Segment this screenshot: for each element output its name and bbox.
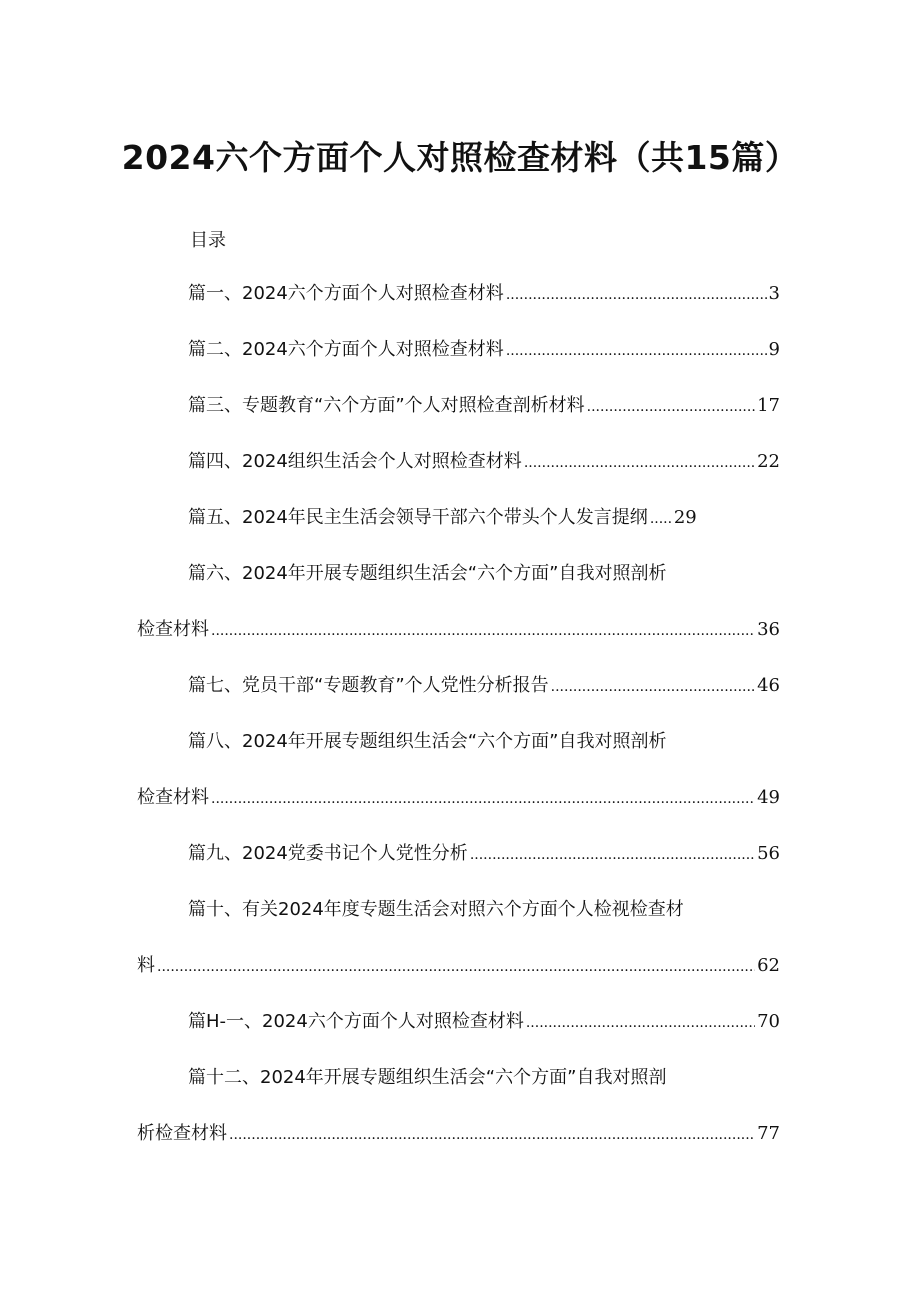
toc-page-number: 3: [768, 283, 780, 304]
toc-leader-dots: [470, 839, 755, 870]
toc-entry-9[interactable]: [188, 839, 780, 869]
toc-entry-title: 篇四、2024组织生活会个人对照检查材料: [188, 451, 522, 472]
toc-entry-title-continued: 析检查材料: [137, 1123, 227, 1144]
toc-entry-title-continued: 检查材料: [137, 787, 209, 808]
toc-page-number: 46: [757, 675, 780, 696]
toc-leader-dots: [506, 279, 767, 310]
toc-leader-dots: [650, 503, 672, 534]
toc-entry-8-line-1[interactable]: [188, 727, 780, 757]
toc-leader-dots: [587, 391, 755, 422]
toc-entry-title-continued: 检查材料: [137, 619, 209, 640]
toc-entry-6-line-2[interactable]: [137, 615, 780, 645]
toc-entry-title: 篇八、2024年开展专题组织生活会“六个方面”自我对照剖析: [188, 731, 667, 752]
toc-entry-1[interactable]: [188, 279, 780, 309]
toc-entry-8-line-2[interactable]: [137, 783, 780, 813]
toc-entry-5[interactable]: [188, 503, 780, 533]
toc-entry-title: 篇十二、2024年开展专题组织生活会“六个方面”自我对照剖: [188, 1067, 667, 1088]
toc-entry-title: 篇二、2024六个方面个人对照检查材料: [188, 339, 504, 360]
toc-leader-dots: [157, 951, 755, 982]
toc-entry-3[interactable]: [188, 391, 780, 421]
toc-entry-title: 篇五、2024年民主生活会领导干部六个带头个人发言提纲: [188, 507, 648, 528]
toc-heading: 目录: [190, 230, 226, 251]
toc-leader-dots: [524, 447, 755, 478]
toc-entry-7[interactable]: [188, 671, 780, 701]
toc-page-number: 22: [757, 451, 780, 472]
toc-entry-title: 篇七、党员干部“专题教育”个人党性分析报告: [188, 675, 549, 696]
toc-page-number: 49: [757, 787, 780, 808]
toc-entry-title: 篇H-一、2024六个方面个人对照检查材料: [188, 1011, 524, 1032]
toc-entry-title: 篇九、2024党委书记个人党性分析: [188, 843, 468, 864]
toc-entry-2[interactable]: [188, 335, 780, 365]
toc-leader-dots: [211, 615, 755, 646]
toc-entry-12-line-2[interactable]: [137, 1119, 780, 1149]
toc-leader-dots: [551, 671, 755, 702]
toc-page-number: 36: [757, 619, 780, 640]
toc-page-number: 29: [673, 507, 697, 528]
toc-page-number: 62: [757, 955, 780, 976]
page-title: 2024六个方面个人对照检查材料（共15篇）: [121, 138, 799, 177]
toc-entry-11[interactable]: [188, 1007, 780, 1037]
toc-page-number: 77: [757, 1123, 780, 1144]
toc-entry-10-line-2[interactable]: [137, 951, 780, 981]
toc-entry-title-continued: 料: [137, 955, 155, 976]
toc-entry-4[interactable]: [188, 447, 780, 477]
toc-leader-dots: [506, 335, 767, 366]
toc-page-number: 56: [757, 843, 780, 864]
toc-page-number: 70: [757, 1011, 780, 1032]
toc-leader-dots: [229, 1119, 755, 1150]
toc-leader-dots: [526, 1007, 755, 1038]
toc-entry-title: 篇六、2024年开展专题组织生活会“六个方面”自我对照剖析: [188, 563, 667, 584]
toc-leader-dots: [211, 783, 755, 814]
toc-page-number: 9: [768, 339, 780, 360]
toc-entry-title: 篇三、专题教育“六个方面”个人对照检查剖析材料: [188, 395, 585, 416]
toc-entry-title: 篇十、有关2024年度专题生活会对照六个方面个人检视检查材: [188, 899, 684, 920]
toc-entry-10-line-1[interactable]: [188, 895, 780, 925]
toc-entry-12-line-1[interactable]: [188, 1063, 780, 1093]
toc-entry-title: 篇一、2024六个方面个人对照检查材料: [188, 283, 504, 304]
toc-entry-6-line-1[interactable]: [188, 559, 780, 589]
toc-page-number: 17: [757, 395, 780, 416]
